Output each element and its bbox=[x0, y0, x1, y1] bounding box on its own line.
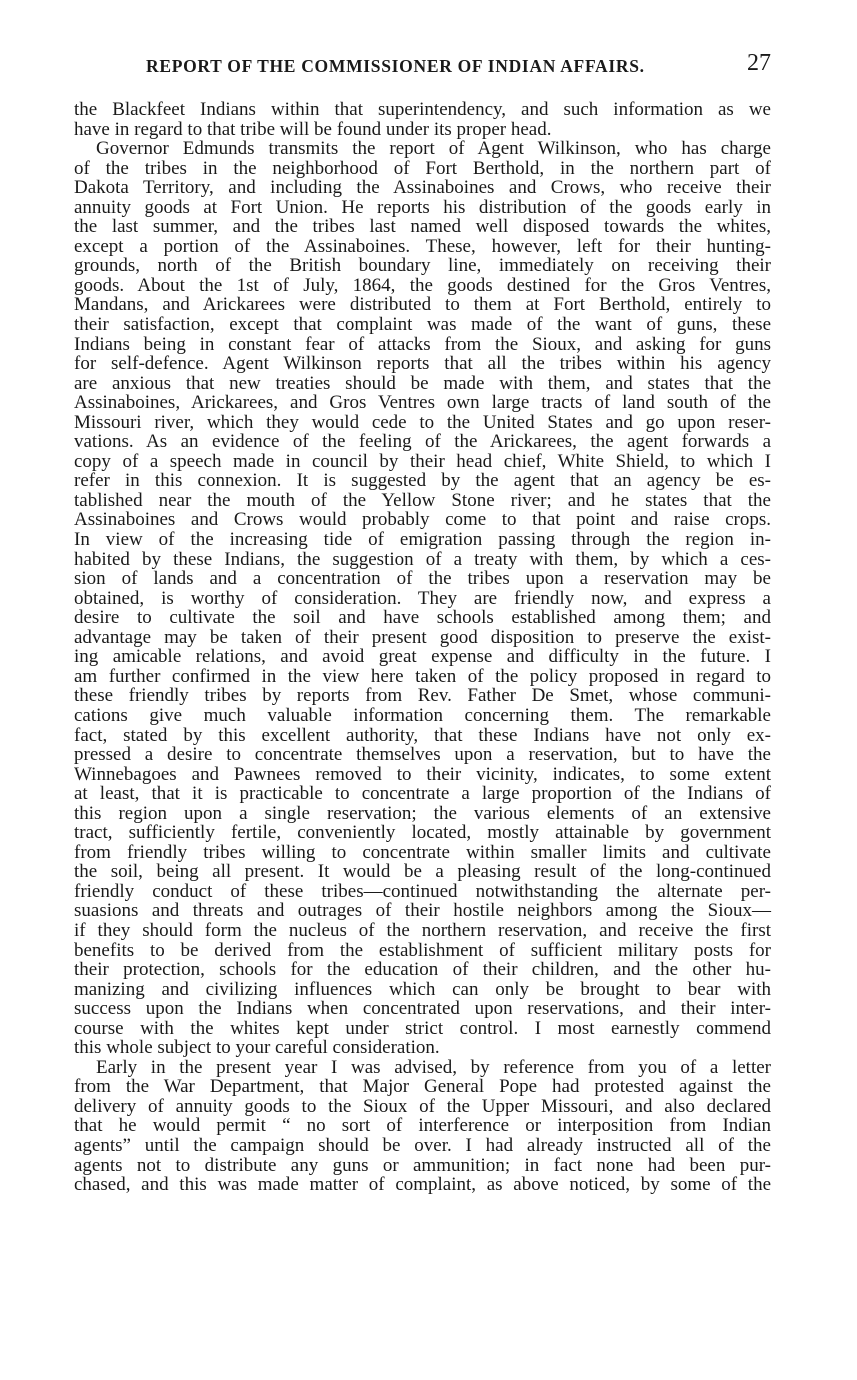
text-line: this region upon a single reservation; the various elements of an extensive bbox=[74, 802, 771, 824]
text-line: delivery of annuity goods to the Sioux of the Upper Missouri, and also declared bbox=[74, 1095, 771, 1117]
text-line: fact, stated by this excellent authority, that these Indians have not only ex- bbox=[74, 724, 771, 746]
text-line: sion of lands and a concentration of the tribes upon a reservation may be bbox=[74, 568, 771, 590]
text-line: In view of the increasing tide of emigration passing through the region in- bbox=[74, 529, 771, 551]
body-text bbox=[74, 100, 771, 1195]
text-line: are anxious that new treaties should be made with them, and states that the bbox=[74, 372, 771, 394]
text-line: am further confirmed in the view here taken of the policy proposed in regard to bbox=[74, 665, 771, 687]
text-line: tract, sufficiently fertile, conveniently located, mostly attainable by government bbox=[74, 822, 771, 844]
running-head bbox=[74, 52, 771, 82]
running-title: REPORT OF THE COMMISSIONER OF INDIAN AFFAIRS. bbox=[146, 56, 645, 76]
text-line: from the War Department, that Major General Pope had protested against the bbox=[74, 1076, 771, 1098]
text-line: suasions and threats and outrages of their hostile neighbors among the Sioux— bbox=[74, 900, 771, 922]
text-line: from friendly tribes willing to concentrate within smaller limits and cultivate bbox=[74, 841, 771, 863]
text-line: annuity goods at Fort Union. He reports his distribution of the goods early in bbox=[74, 196, 771, 218]
text-line: tablished near the mouth of the Yellow Stone river; and he states that the bbox=[74, 489, 771, 511]
text-line: success upon the Indians when concentrated upon reservations, and their inter- bbox=[74, 998, 771, 1020]
text-line: cations give much valuable information concerning them. The remarkable bbox=[74, 704, 771, 726]
text-line: pressed a desire to concentrate themselves upon a reservation, but to have the bbox=[74, 744, 771, 766]
text-line: the soil, being all present. It would be a pleasing result of the long-continued bbox=[74, 861, 771, 883]
text-line: their satisfaction, except that complaint was made of the want of guns, these bbox=[74, 314, 771, 336]
text-line: friendly conduct of these tribes—continued notwithstanding the alternate per- bbox=[74, 880, 771, 902]
text-line: that he would permit “ no sort of interference or interposition from Indian bbox=[74, 1115, 771, 1137]
text-line: the Blackfeet Indians within that superintendency, and such information as we bbox=[74, 99, 771, 120]
text-line: vations. As an evidence of the feeling of the Arickarees, the agent forwards a bbox=[74, 431, 771, 453]
page-number: 27 bbox=[747, 50, 771, 76]
text-line: Missouri river, which they would cede to the United States and go upon reser- bbox=[74, 411, 771, 433]
text-line: agents not to distribute any guns or ammunition; in fact none had been pur- bbox=[74, 1154, 771, 1176]
text-line: Mandans, and Arickarees were distributed to them at Fort Berthold, entirely to bbox=[74, 294, 771, 316]
text-line: grounds, north of the British boundary line, immediately on receiving their bbox=[74, 255, 771, 277]
text-line: manizing and civilizing influences which can only be brought to bear with bbox=[74, 978, 771, 1000]
text-line: have in regard to that tribe will be found under its proper head. bbox=[74, 118, 552, 140]
text-line: goods. About the 1st of July, 1864, the goods destined for the Gros Ventres, bbox=[74, 274, 771, 296]
text-line: these friendly tribes by reports from Rev. Father De Smet, whose communi- bbox=[74, 685, 771, 707]
text-line: their protection, schools for the education of their children, and the other hu- bbox=[74, 959, 771, 981]
text-line: agents” until the campaign should be over. I had already instructed all of the bbox=[74, 1134, 771, 1156]
text-line: for self-defence. Agent Wilkinson reports that all the tribes within his agency bbox=[74, 353, 771, 375]
text-line: Early in the present year I was advised, by reference from you of a letter bbox=[96, 1056, 771, 1078]
text-line: obtained, is worthy of consideration. They are friendly now, and express a bbox=[74, 587, 771, 609]
text-line: habited by these Indians, the suggestion of a treaty with them, by which a ces- bbox=[74, 548, 771, 570]
text-line: ing amicable relations, and avoid great expense and difficulty in the future. I bbox=[74, 646, 771, 668]
text-line: Indians being in constant fear of attacks from the Sioux, and asking for guns bbox=[74, 333, 771, 355]
text-line: except a portion of the Assinaboines. These, however, left for their hunting- bbox=[74, 235, 771, 257]
text-line: advantage may be taken of their present good disposition to preserve the exist- bbox=[74, 626, 771, 648]
text-line: chased, and this was made matter of complaint, as above noticed, by some of the bbox=[74, 1174, 771, 1196]
text-line: refer in this connexion. It is suggested by the agent that an agency be es- bbox=[74, 470, 771, 492]
text-line: desire to cultivate the soil and have schools established among them; and bbox=[74, 607, 771, 629]
text-line: Dakota Territory, and including the Assinaboines and Crows, who receive their bbox=[74, 177, 771, 199]
text-line: copy of a speech made in council by their head chief, White Shield, to which I bbox=[74, 450, 771, 472]
text-line: if they should form the nucleus of the northern reservation, and receive the first bbox=[74, 919, 771, 941]
text-line: at least, that it is practicable to concentrate a large proportion of the Indians of bbox=[74, 783, 771, 805]
text-line: this whole subject to your careful consideration. bbox=[74, 1037, 440, 1059]
text-line: Assinaboines, Arickarees, and Gros Ventres own large tracts of land south of the bbox=[74, 392, 771, 414]
text-line: course with the whites kept under strict control. I most earnestly commend bbox=[74, 1017, 771, 1039]
text-line: Assinaboines and Crows would probably come to that point and raise crops. bbox=[74, 509, 771, 531]
text-line: of the tribes in the neighborhood of Fort Berthold, in the northern part of bbox=[74, 157, 771, 179]
text-line: the last summer, and the tribes last named well disposed towards the whites, bbox=[74, 216, 771, 238]
text-line: Governor Edmunds transmits the report of Agent Wilkinson, who has charge bbox=[96, 138, 771, 160]
text-line: benefits to be derived from the establishment of sufficient military posts for bbox=[74, 939, 771, 961]
text-line: Winnebagoes and Pawnees removed to their vicinity, indicates, to some extent bbox=[74, 763, 771, 785]
